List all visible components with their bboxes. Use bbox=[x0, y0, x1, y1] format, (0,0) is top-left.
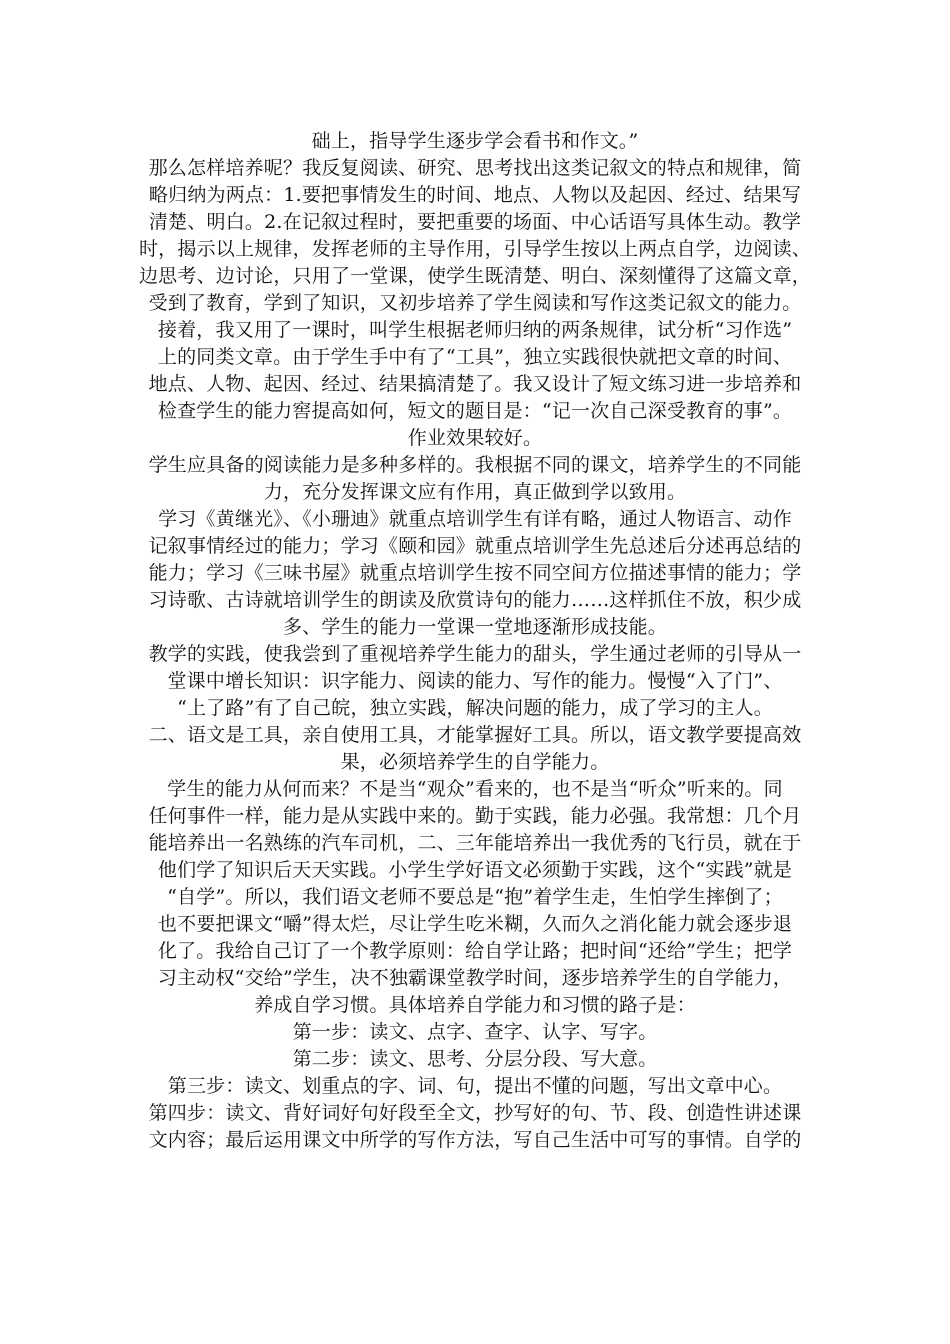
text-line: 第四步：读文、背好词好句好段至全文，抄写好的句、节、段、创造性讲述课 bbox=[148, 1102, 802, 1124]
text-line: 地点、人物、起因、经过、结果搞清楚了。我又设计了短文练习进一步培养和 bbox=[148, 373, 802, 395]
text-line: 略归纳为两点：1.要把事情发生的时间、地点、人物以及起因、经过、结果写 bbox=[148, 184, 802, 206]
text-line: 教学的实践，使我尝到了重视培养学生能力的甜头，学生通过老师的引导从一 bbox=[148, 643, 802, 665]
text-line: 文内容；最后运用课文中所学的写作方法，写自己生活中可写的事情。自学的 bbox=[148, 1129, 802, 1151]
text-line: 检查学生的能力窖提高如何，短文的题目是：“记一次自己深受教育的事”。 bbox=[157, 400, 793, 422]
text-line: 力，充分发挥课文应有作用，真正做到学以致用。 bbox=[263, 481, 687, 503]
text-line: 第二步：读文、思考、分层分段、写大意。 bbox=[292, 1048, 658, 1070]
text-line: 习诗歌、古诗就培训学生的朗读及欣赏诗句的能力……这样抓住不放，积少成 bbox=[148, 589, 802, 611]
text-line: 接着，我又用了一课时，叫学生根据老师归纳的两条规律，试分析“习作选” bbox=[157, 319, 793, 341]
text-line: 养成自学习惯。具体培养自学能力和习惯的路子是： bbox=[254, 994, 696, 1016]
text-line: 习主动权“交给”学生，决不独霸课堂教学时间，逐步培养学生的自学能力， bbox=[157, 967, 793, 989]
text-line: 堂课中增长知识：识字能力、阅读的能力、写作的能力。慢慢“入了门”、 bbox=[167, 670, 783, 692]
text-line: 学生的能力从何而来？不是当“观众”看来的，也不是当“听众”听来的。同 bbox=[167, 778, 783, 800]
text-line: 果，必须培养学生的自学能力。 bbox=[340, 751, 610, 773]
text-line: 上的同类文章。由于学生手中有了“工具”，独立实践很快就把文章的时间、 bbox=[157, 346, 793, 368]
text-line: 边思考、边讨论，只用了一堂课，使学生既清楚、明白、深刻懂得了这篇文章， bbox=[138, 265, 811, 287]
text-line: “上了路”有了自己皖，独立实践，解决问题的能力，成了学习的主人。 bbox=[177, 697, 773, 719]
text-line: 化了。我给自己订了一个教学原则：给自学让路；把时间“还给”学生；把学 bbox=[157, 940, 793, 962]
text-line: 受到了教育，学到了知识，又初步培养了学生阅读和写作这类记叙文的能力。 bbox=[148, 292, 802, 314]
text-line: 时，揭示以上规律，发挥老师的主导作用，引导学生按以上两点自学，边阅读、 bbox=[138, 238, 811, 260]
text-line: 清楚、明白。2.在记叙过程时，要把重要的场面、中心话语写具体生动。教学 bbox=[148, 211, 802, 233]
text-line: 第三步：读文、划重点的字、词、句，提出不懂的问题，写出文章中心。 bbox=[167, 1075, 783, 1097]
text-line: 记叙事情经过的能力；学习《颐和园》就重点培训学生先总述后分述再总结的 bbox=[148, 535, 802, 557]
text-line: “自学”。所以，我们语文老师不要总是“抱”着学生走，生怕学生摔倒了； bbox=[167, 886, 783, 908]
text-line: 础上，指导学生逐步学会看书和作文。” bbox=[311, 130, 639, 152]
text-line: 也不要把课文“嚼”得太烂，尽让学生吃米糊，久而久之消化能力就会逐步退 bbox=[157, 913, 793, 935]
text-line: 二、语文是工具，亲自使用工具，才能掌握好工具。所以，语文教学要提高效 bbox=[148, 724, 802, 746]
text-line: 能培养出一名熟练的汽车司机，二、三年能培养出一我优秀的飞行员，就在于 bbox=[148, 832, 802, 854]
text-line: 那么怎样培养呢？我反复阅读、研究、思考找出这类记叙文的特点和规律，简 bbox=[148, 157, 802, 179]
text-line: 第一步：读文、点字、查字、认字、写字。 bbox=[292, 1021, 658, 1043]
text-line: 学生应具备的阅读能力是多种多样的。我根据不同的课文，培养学生的不同能 bbox=[148, 454, 802, 476]
text-line: 他们学了知识后天天实践。小学生学好语文必须勤于实践，这个“实践”就是 bbox=[157, 859, 793, 881]
text-line: 作业效果较好。 bbox=[407, 427, 543, 449]
document-page bbox=[0, 128, 950, 1154]
text-line: 学习《黄继光》、《小珊迪》就重点培训学生有详有略，通过人物语言、动作 bbox=[158, 508, 792, 530]
text-line: 能力；学习《三味书屋》就重点培训学生按不同空间方位描述事情的能力；学 bbox=[148, 562, 802, 584]
text-line: 任何事件一样，能力是从实践中来的。勤于实践，能力必强。我常想：几个月 bbox=[148, 805, 802, 827]
text-line: 多、学生的能力一堂课一堂地逐渐形成技能。 bbox=[282, 616, 667, 638]
